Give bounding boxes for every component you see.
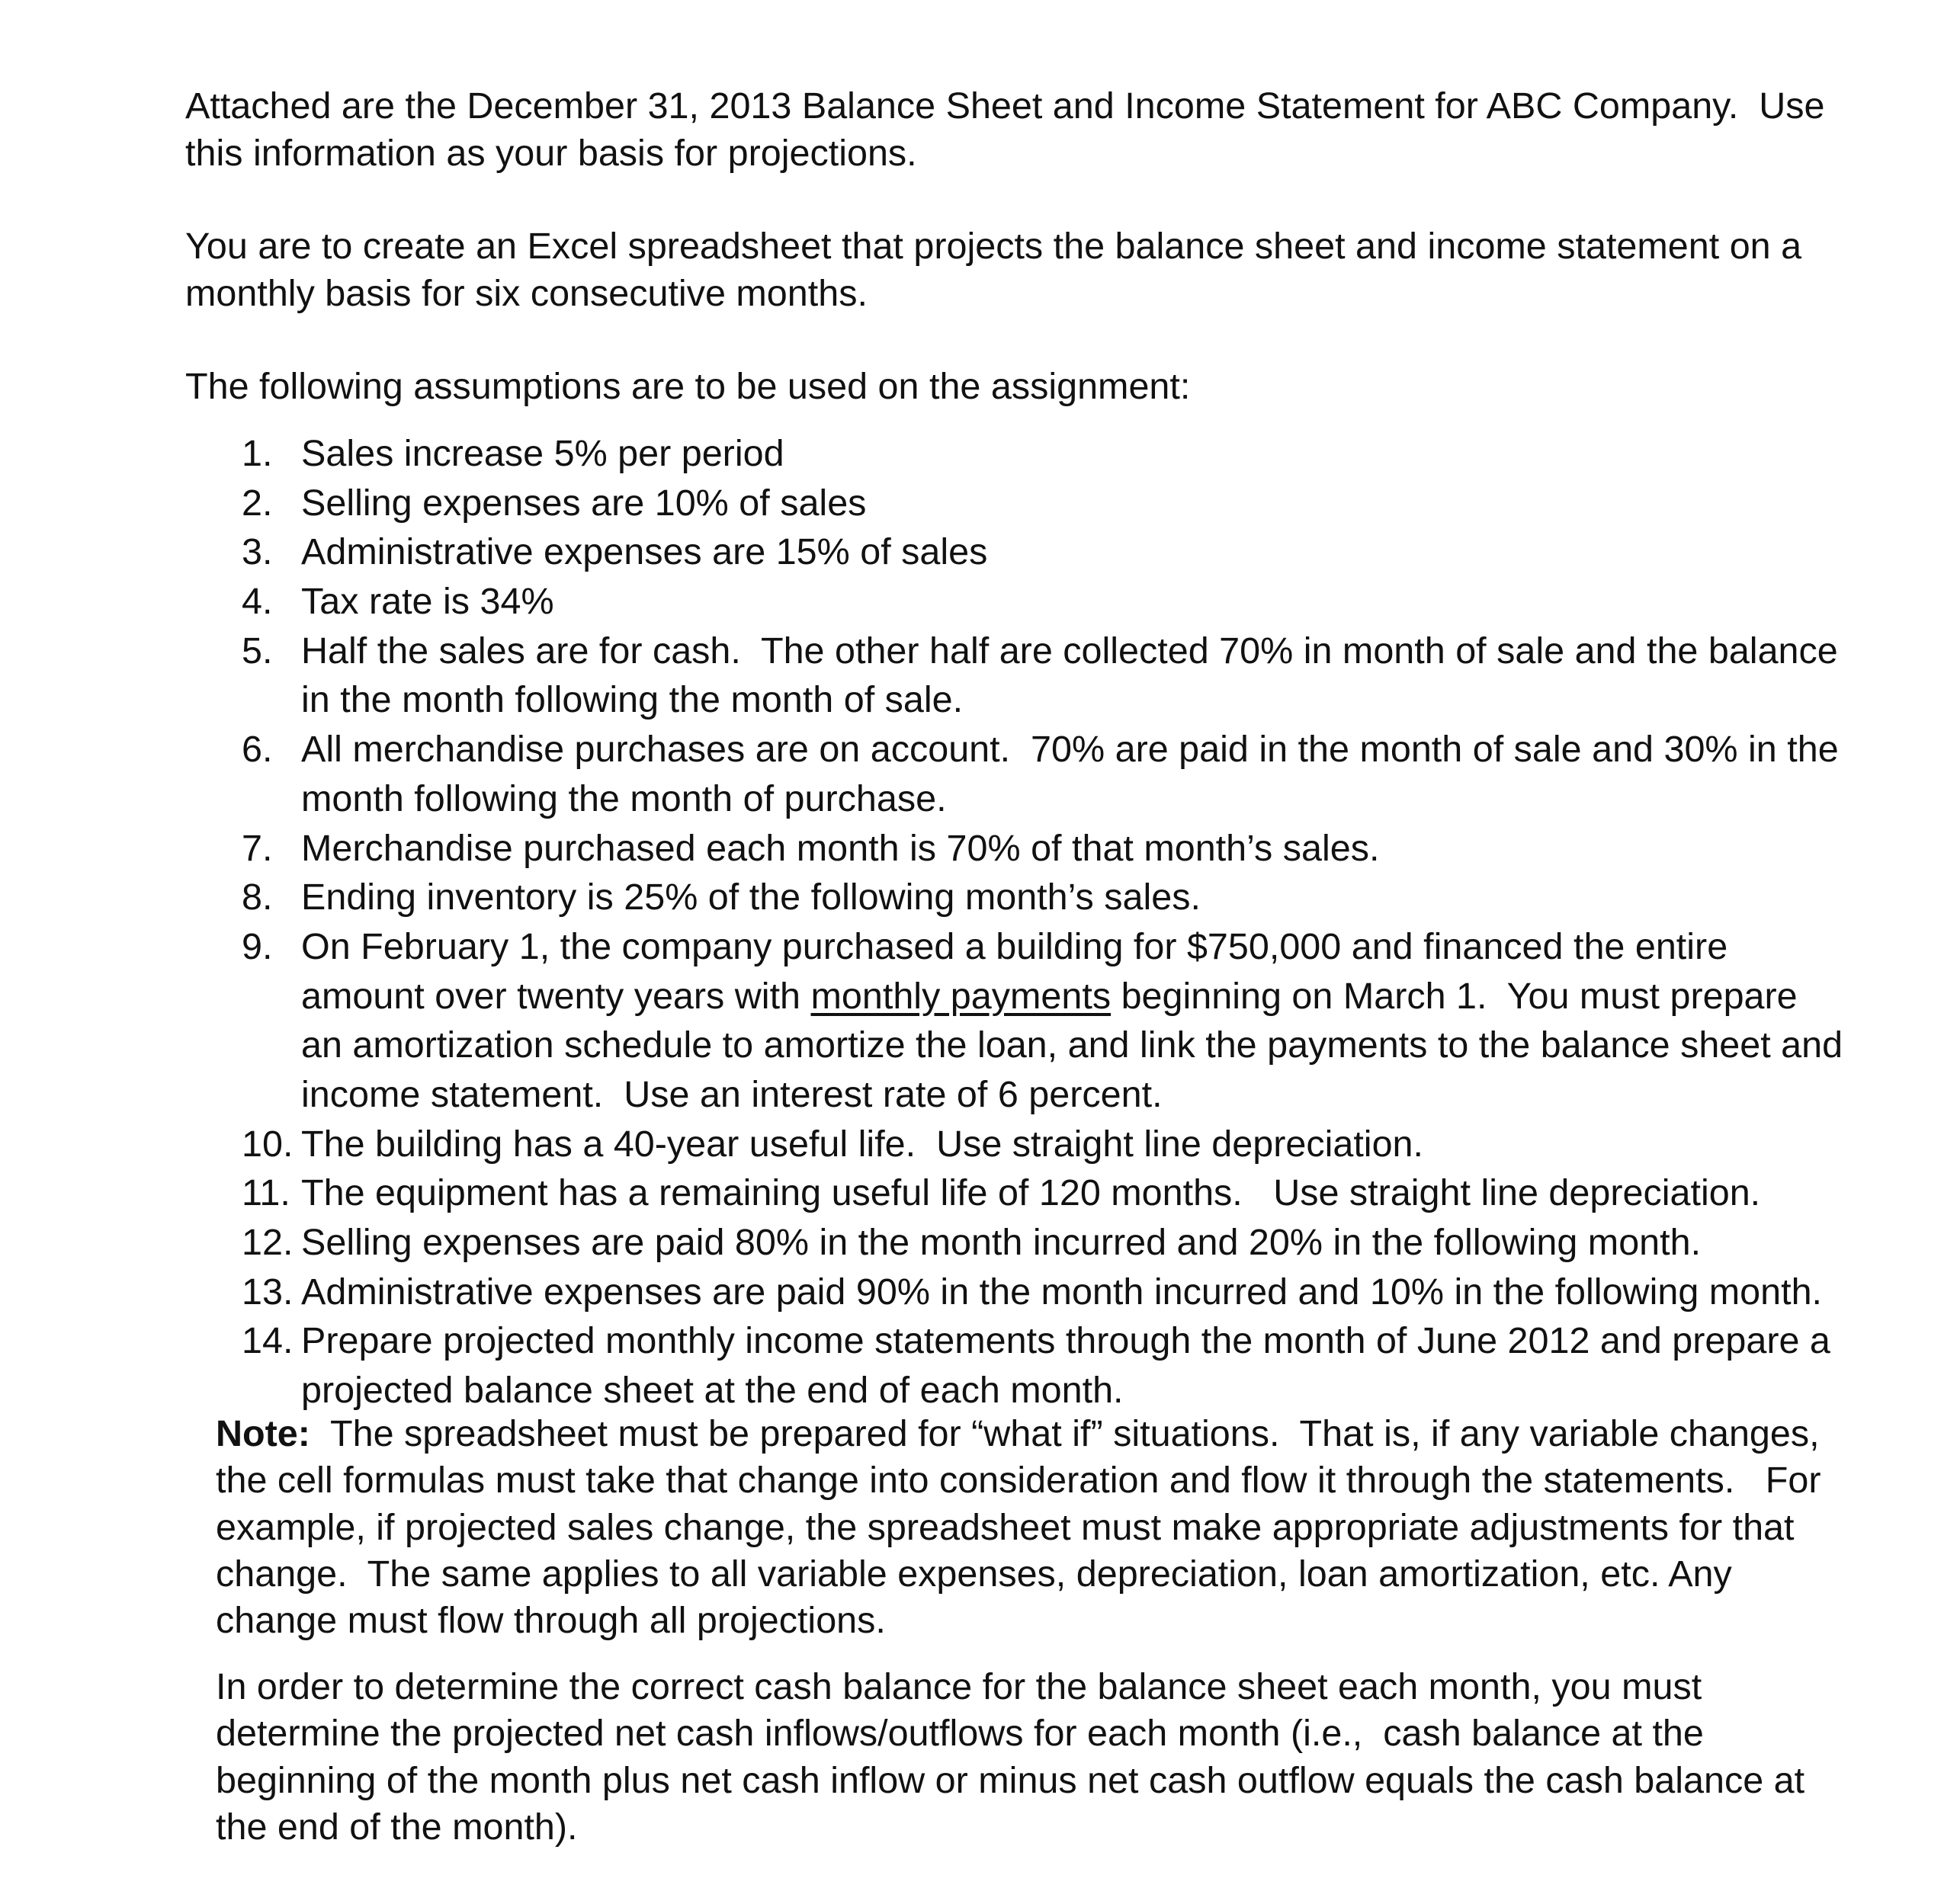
list-item-number: 10. [242, 1123, 294, 1165]
text-segment: the cell formulas must take that change into consideration and flow it through the statements. For [216, 1460, 1821, 1502]
text-segment: Administrative expenses are paid 90% in the month incurred and 10% in the following month. [301, 1271, 1823, 1313]
text-line [216, 1505, 1821, 1551]
text-segment: example, if projected sales change, the spreadsheet must make appropriate adjustments for that [216, 1506, 1795, 1548]
text-line: Attached are the December 31, 2013 Balance Sheet and Income Statement for ABC Company. Use [185, 85, 1825, 127]
text-segment: The spreadsheet must be prepared for “what if” situations. That is, if any variable changes, [310, 1413, 1820, 1454]
list-item-text [301, 1021, 1843, 1070]
task-paragraph [185, 223, 1801, 317]
list-item-number: 5. [242, 630, 273, 672]
list-item-text [301, 675, 963, 725]
list-item-number: 4. [242, 581, 273, 623]
list-item-number: 8. [242, 877, 273, 918]
text-line: In order to determine the correct cash balance for the balance sheet each month, you must [216, 1666, 1702, 1707]
text-segment: All merchandise purchases are on account. 70% are paid in the month of sale and 30% in the [301, 729, 1839, 771]
list-item-text [301, 824, 1379, 873]
note-paragraph [216, 1411, 1821, 1644]
list-item-text [301, 972, 1798, 1021]
list-item-text [301, 1316, 1830, 1366]
text-segment: amount over twenty years with [301, 975, 811, 1017]
text-segment: Selling expenses are 10% of sales [301, 482, 867, 524]
text-segment: change must flow through all projections. [216, 1600, 886, 1642]
text-line: the end of the month). [216, 1806, 578, 1848]
assumptions-heading [185, 364, 1190, 411]
note-label: Note: [216, 1413, 310, 1454]
text-segment: Sales increase 5% per period [301, 433, 784, 474]
list-item-number: 1. [242, 433, 273, 474]
text-segment: income statement. Use an interest rate of 6 percent. [301, 1073, 1163, 1115]
text-segment: an amortization schedule to amortize the loan, and link the payments to the balance sheet and [301, 1024, 1843, 1066]
list-item-number: 7. [242, 827, 273, 869]
list-item-number: 2. [242, 482, 273, 524]
list-item-text [301, 1268, 1822, 1317]
text-segment: change. The same applies to all variable expenses, depreciation, loan amortization, etc. Any [216, 1553, 1732, 1595]
underlined-text: monthly payments [810, 975, 1112, 1017]
cash-balance-paragraph [216, 1664, 1804, 1851]
list-item-text [301, 479, 866, 528]
text-line: The following assumptions are to be used on the assignment: [185, 366, 1191, 407]
text-line [216, 1411, 1821, 1457]
text-segment: On February 1, the company purchased a building for $750,000 and financed the entire [301, 925, 1728, 967]
list-item-number: 6. [242, 729, 273, 771]
list-item-text [301, 1120, 1423, 1169]
text-segment: Ending inventory is 25% of the following month’s sales. [301, 877, 1201, 918]
list-item-text [301, 429, 784, 479]
text-segment: Prepare projected monthly income statements through the month of June 2012 and prepare a [301, 1320, 1830, 1362]
list-item-number: 9. [242, 925, 273, 967]
text-segment: Merchandise purchased each month is 70% of that month’s sales. [301, 827, 1380, 869]
list-item-text [301, 1366, 1124, 1415]
text-line: You are to create an Excel spreadsheet that projects the balance sheet and income statement on a [185, 226, 1802, 267]
list-item-text [301, 1168, 1760, 1218]
text-line: beginning of the month plus net cash inflow or minus net cash outflow equals the cash balance at [216, 1759, 1805, 1801]
list-item-text [301, 774, 947, 824]
text-segment: month following the month of purchase. [301, 777, 947, 819]
list-item-number: 3. [242, 531, 273, 573]
text-segment: Administrative expenses are 15% of sales [301, 531, 988, 573]
intro-paragraph [185, 83, 1825, 177]
text-line: determine the projected net cash inflows/outflows for each month (i.e., cash balance at the [216, 1713, 1704, 1755]
text-segment: in the month following the month of sale. [301, 679, 964, 721]
list-item-text [301, 1218, 1701, 1268]
list-item-number: 12. [242, 1222, 294, 1263]
text-line [216, 1598, 1821, 1644]
list-item-number: 14. [242, 1320, 294, 1362]
text-segment: The equipment has a remaining useful life of 120 months. Use straight line depreciation. [301, 1172, 1761, 1214]
text-segment: Half the sales are for cash. The other half are collected 70% in month of sale and the balance [301, 630, 1838, 672]
list-item-text [301, 527, 987, 577]
text-segment: Selling expenses are paid 80% in the month incurred and 20% in the following month. [301, 1222, 1702, 1263]
list-item-text [301, 1070, 1163, 1120]
text-line: monthly basis for six consecutive months. [185, 272, 868, 314]
list-item-number: 11. [242, 1172, 290, 1214]
text-line [216, 1551, 1821, 1598]
list-item-text [301, 725, 1839, 774]
list-item-text [301, 922, 1727, 972]
text-segment: The building has a 40-year useful life. Use straight line depreciation. [301, 1123, 1424, 1165]
list-item-text [301, 627, 1838, 676]
list-item-text [301, 873, 1201, 922]
text-line: this information as your basis for projections. [185, 132, 917, 174]
list-item-number: 13. [242, 1271, 294, 1313]
text-segment: projected balance sheet at the end of each month. [301, 1370, 1124, 1412]
list-item-text [301, 577, 554, 627]
text-segment: Tax rate is 34% [301, 581, 554, 623]
text-segment: beginning on March 1. You must prepare [1111, 975, 1798, 1017]
text-line [216, 1457, 1821, 1504]
